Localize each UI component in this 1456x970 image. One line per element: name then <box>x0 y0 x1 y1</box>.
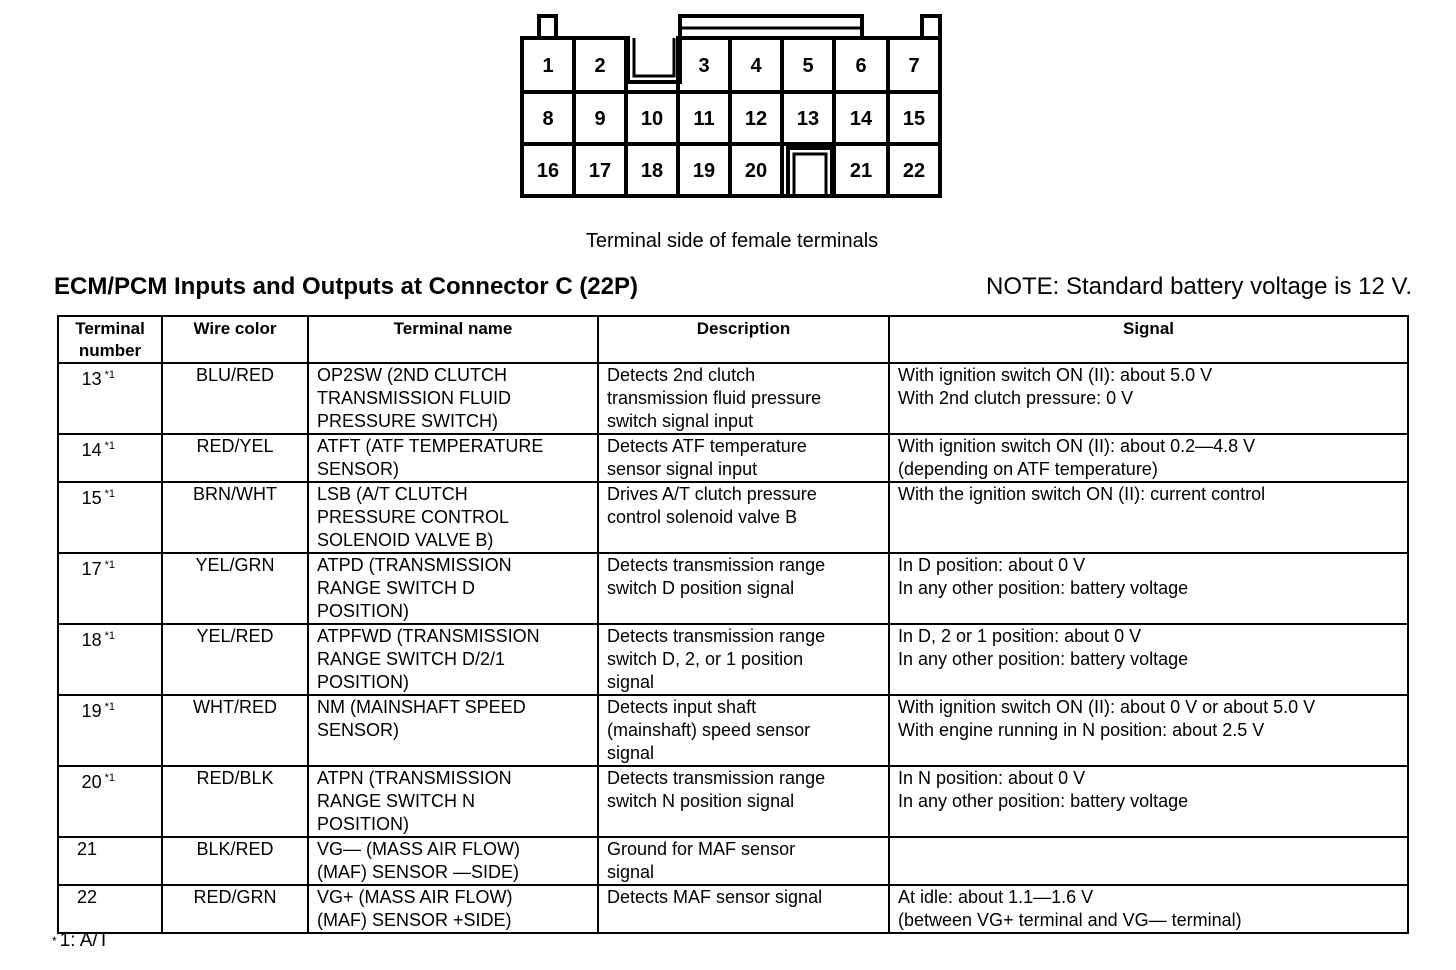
description-line: switch N position signal <box>607 791 795 811</box>
wire-color-cell: RED/BLK <box>162 766 308 837</box>
terminal-number-cell <box>58 766 162 837</box>
terminal-name-line: VG+ (MASS AIR FLOW) <box>317 887 513 907</box>
terminal-name-line: ATFT (ATF TEMPERATURE <box>317 436 544 456</box>
pin-number: 2 <box>594 55 606 77</box>
io-table <box>57 315 1409 934</box>
header-wire-color: Wire color <box>162 316 308 363</box>
terminal-name-line: (MAF) SENSOR —SIDE) <box>317 862 520 882</box>
description-line: Detects MAF sensor signal <box>607 887 823 907</box>
signal-line: With engine running in N position: about 2.5 V <box>898 720 1265 740</box>
signal-line: With ignition switch ON (II): about 5.0 V <box>898 365 1213 385</box>
terminal-name-line: ATPN (TRANSMISSION <box>317 768 512 788</box>
signal-cell <box>889 624 1408 695</box>
terminal-number: 21 <box>76 839 97 859</box>
description-cell <box>598 695 889 766</box>
signal-cell <box>889 553 1408 624</box>
header-terminal-number: Terminal number <box>58 316 162 363</box>
terminal-name-cell <box>308 553 598 624</box>
terminal-name-line: SENSOR) <box>317 720 400 740</box>
footnote-mark: *1 <box>104 369 115 381</box>
description-line: Detects transmission range <box>607 555 826 575</box>
signal-cell <box>889 837 1408 885</box>
terminal-name-line: RANGE SWITCH N <box>317 791 476 811</box>
wire-color-cell: WHT/RED <box>162 695 308 766</box>
terminal-name-line: SENSOR) <box>317 459 400 479</box>
description-line: Detects input shaft <box>607 697 757 717</box>
terminal-name-line: (MAF) SENSOR +SIDE) <box>317 910 512 930</box>
pin-number: 3 <box>698 55 710 77</box>
wire-color-cell: RED/GRN <box>162 885 308 933</box>
description-cell <box>598 434 889 482</box>
pin-number: 13 <box>796 108 820 130</box>
signal-line: (between VG+ terminal and VG— terminal) <box>898 910 1242 930</box>
signal-cell <box>889 363 1408 434</box>
connector-diagram <box>518 12 946 200</box>
connector-caption: Terminal side of female terminals <box>585 230 879 252</box>
pin-number: 19 <box>692 160 716 182</box>
terminal-name-cell <box>308 363 598 434</box>
terminal-name-cell <box>308 885 598 933</box>
description-cell <box>598 885 889 933</box>
pin-number: 17 <box>588 160 612 182</box>
terminal-number-cell <box>58 885 162 933</box>
terminal-number: 15 <box>81 488 102 508</box>
terminal-name-line: VG— (MASS AIR FLOW) <box>317 839 521 859</box>
description-line: Drives A/T clutch pressure <box>607 484 817 504</box>
terminal-number: 20 <box>81 772 102 792</box>
terminal-number: 14 <box>81 440 102 460</box>
terminal-name-line: RANGE SWITCH D/2/1 <box>317 649 506 669</box>
footnote-mark: *1 <box>104 440 115 452</box>
description-line: Detects transmission range <box>607 768 826 788</box>
table-row <box>58 624 1408 695</box>
terminal-number-cell <box>58 837 162 885</box>
page-title: ECM/PCM Inputs and Outputs at Connector C (22P) <box>54 273 639 300</box>
table-row <box>58 766 1408 837</box>
table-row <box>58 837 1408 885</box>
terminal-number-cell <box>58 482 162 553</box>
terminal-number: 18 <box>81 630 102 650</box>
terminal-name-cell <box>308 482 598 553</box>
wire-color-cell: RED/YEL <box>162 434 308 482</box>
terminal-name-line: NM (MAINSHAFT SPEED <box>317 697 526 717</box>
signal-line: With 2nd clutch pressure: 0 V <box>898 388 1134 408</box>
signal-line: With ignition switch ON (II): about 0 V or about 5.0 V <box>898 697 1316 717</box>
pin-number: 5 <box>802 55 814 77</box>
terminal-name-cell <box>308 624 598 695</box>
signal-cell <box>889 766 1408 837</box>
table-row <box>58 553 1408 624</box>
terminal-name-line: RANGE SWITCH D <box>317 578 476 598</box>
pin-number: 15 <box>902 108 926 130</box>
signal-line: In D, 2 or 1 position: about 0 V <box>898 626 1142 646</box>
description-line: Detects transmission range <box>607 626 826 646</box>
description-cell <box>598 766 889 837</box>
signal-cell <box>889 482 1408 553</box>
connector-keyway-bottom-inner <box>794 154 826 196</box>
pin-number: 1 <box>542 55 554 77</box>
pin-number: 22 <box>902 160 926 182</box>
terminal-name-line: PRESSURE SWITCH) <box>317 411 499 431</box>
terminal-name-line: PRESSURE CONTROL <box>317 507 510 527</box>
pin-number: 9 <box>594 108 606 130</box>
terminal-number-cell <box>58 434 162 482</box>
description-cell <box>598 553 889 624</box>
terminal-name-line: OP2SW (2ND CLUTCH <box>317 365 508 385</box>
description-line: Detects ATF temperature <box>607 436 807 456</box>
pin-number: 20 <box>744 160 768 182</box>
signal-cell <box>889 434 1408 482</box>
description-line: signal <box>607 672 655 692</box>
pin-number: 12 <box>744 108 768 130</box>
header-signal: Signal <box>889 316 1408 363</box>
pin-number: 14 <box>849 108 873 130</box>
terminal-name-line: ATPFWD (TRANSMISSION <box>317 626 540 646</box>
pin-number: 4 <box>750 55 762 77</box>
wire-color-cell: BRN/WHT <box>162 482 308 553</box>
pin-number: 10 <box>640 108 664 130</box>
signal-cell <box>889 885 1408 933</box>
description-line: switch D, 2, or 1 position <box>607 649 804 669</box>
table-row <box>58 363 1408 434</box>
signal-line: In any other position: battery voltage <box>898 578 1189 598</box>
wire-color-cell: BLK/RED <box>162 837 308 885</box>
terminal-number-cell <box>58 624 162 695</box>
signal-line: In any other position: battery voltage <box>898 791 1189 811</box>
signal-line: (depending on ATF temperature) <box>898 459 1158 479</box>
description-cell <box>598 363 889 434</box>
signal-cell <box>889 695 1408 766</box>
pin-number: 7 <box>908 55 920 77</box>
description-line: Detects 2nd clutch <box>607 365 756 385</box>
table-row <box>58 482 1408 553</box>
footnote-mark: *1 <box>104 701 115 713</box>
footnote: * 1: A/T <box>52 930 110 951</box>
wire-color-cell: BLU/RED <box>162 363 308 434</box>
description-line: transmission fluid pressure <box>607 388 822 408</box>
terminal-name-line: ATPD (TRANSMISSION <box>317 555 512 575</box>
terminal-name-line: POSITION) <box>317 672 410 692</box>
terminal-number: 17 <box>81 559 102 579</box>
signal-line: At idle: about 1.1—1.6 V <box>898 887 1094 907</box>
terminal-number-cell <box>58 553 162 624</box>
terminal-name-cell <box>308 434 598 482</box>
signal-line: With ignition switch ON (II): about 0.2—4.8 V <box>898 436 1256 456</box>
description-line: switch signal input <box>607 411 754 431</box>
description-line: (mainshaft) speed sensor <box>607 720 811 740</box>
header-terminal-name: Terminal name <box>308 316 598 363</box>
signal-line: In D position: about 0 V <box>898 555 1086 575</box>
description-line: switch D position signal <box>607 578 795 598</box>
description-cell <box>598 837 889 885</box>
table-row <box>58 695 1408 766</box>
wire-color-cell: YEL/GRN <box>162 553 308 624</box>
description-line: sensor signal input <box>607 459 758 479</box>
description-line: Ground for MAF sensor <box>607 839 796 859</box>
terminal-name-line: SOLENOID VALVE B) <box>317 530 494 550</box>
terminal-number: 19 <box>81 701 102 721</box>
pin-number: 6 <box>855 55 867 77</box>
pin-number: 16 <box>536 160 560 182</box>
terminal-number-cell <box>58 363 162 434</box>
terminal-name-cell <box>308 837 598 885</box>
terminal-name-line: LSB (A/T CLUTCH <box>317 484 468 504</box>
signal-line: With the ignition switch ON (II): current control <box>898 484 1266 504</box>
signal-line: In any other position: battery voltage <box>898 649 1189 669</box>
description-line: signal <box>607 743 655 763</box>
signal-line: In N position: about 0 V <box>898 768 1086 788</box>
terminal-number-cell <box>58 695 162 766</box>
terminal-name-line: POSITION) <box>317 814 410 834</box>
table-header-row <box>58 316 1408 363</box>
footnote-mark: *1 <box>104 559 115 571</box>
header-description: Description <box>598 316 889 363</box>
description-cell <box>598 482 889 553</box>
description-line: control solenoid valve B <box>607 507 798 527</box>
footnote-mark: *1 <box>104 488 115 500</box>
footnote-mark: *1 <box>104 630 115 642</box>
connector-keyway-top <box>634 38 674 76</box>
terminal-number: 22 <box>76 887 97 907</box>
pin-number: 21 <box>849 160 873 182</box>
pin-number: 18 <box>640 160 664 182</box>
pin-number: 11 <box>693 108 715 130</box>
footnote-mark: *1 <box>104 772 115 784</box>
pin-number: 8 <box>542 108 554 130</box>
wire-color-cell: YEL/RED <box>162 624 308 695</box>
description-cell <box>598 624 889 695</box>
terminal-name-cell <box>308 766 598 837</box>
terminal-name-line: TRANSMISSION FLUID <box>317 388 512 408</box>
battery-note: NOTE: Standard battery voltage is 12 V. <box>985 273 1412 300</box>
terminal-name-line: POSITION) <box>317 601 410 621</box>
terminal-name-cell <box>308 695 598 766</box>
table-row <box>58 885 1408 933</box>
description-line: signal <box>607 862 655 882</box>
table-row <box>58 434 1408 482</box>
terminal-number: 13 <box>81 369 102 389</box>
